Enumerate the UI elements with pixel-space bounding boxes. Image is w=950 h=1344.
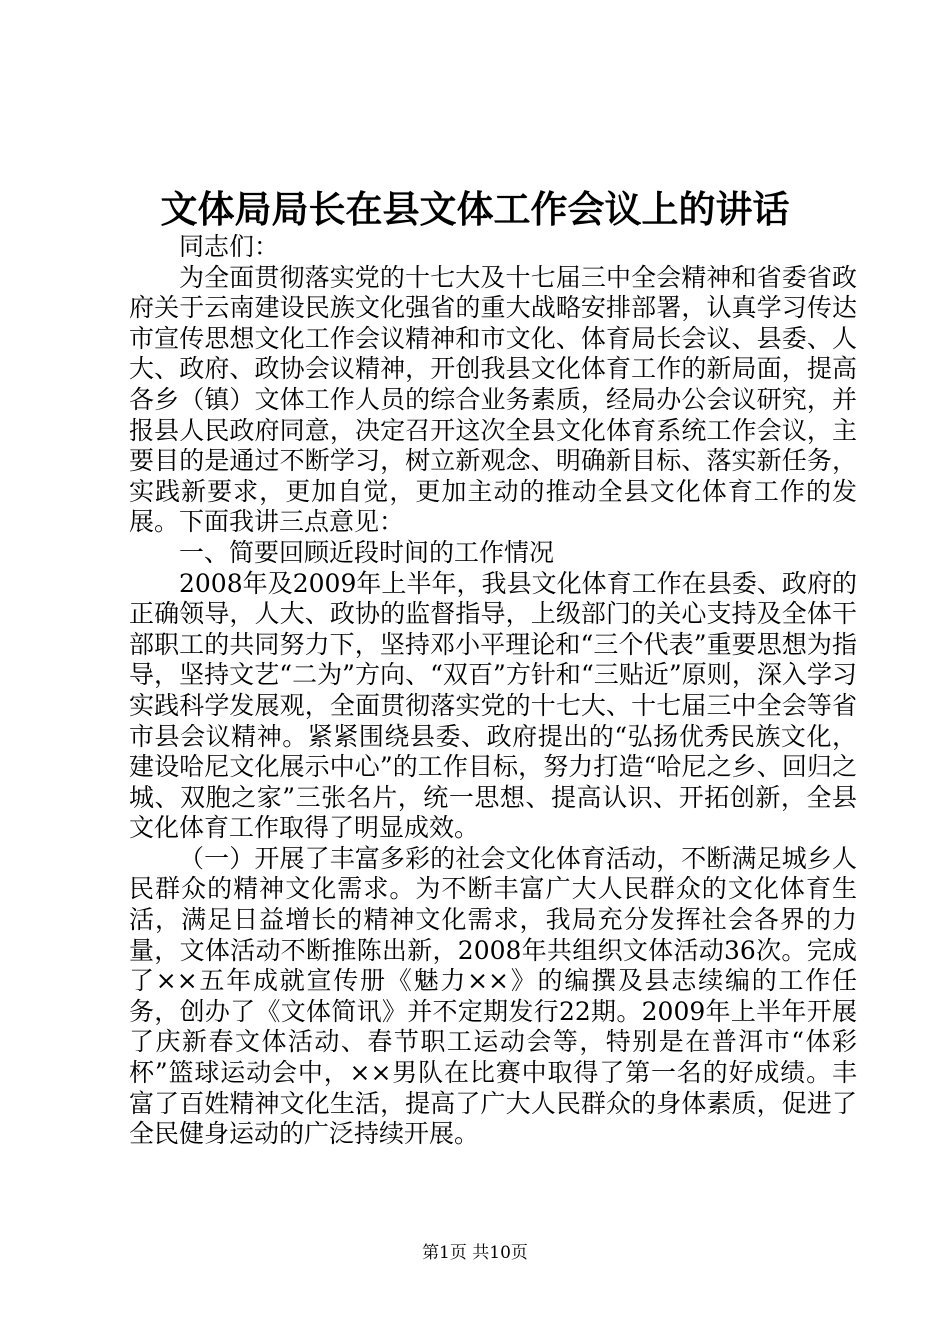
paragraph-activities: （一）开展了丰富多彩的社会文化体育活动，不断满足城乡人民群众的精神文化需求。为不断丰富广大人民群众的文化体育生活，满足日益增长的精神文化需求，我局充分发挥社会各界的力量，文体活动不断推陈出新，2008年共组织文体活动36次。完成了××五年成就宣传册《魅力××》的编撰及县志续编的工作任务，创办了《文体简讯》并不定期发行22期。2009年上半年开展了庆新春文体活动、春节职工运动会等，特别是在普洱市“体彩杯”篮球运动会中，××男队在比赛中取得了第一名的好成绩。丰富了百姓精神文化生活，提高了广大人民群众的身体素质，促进了全民健身运动的广泛持续开展。 (129, 843, 857, 1149)
salutation: 同志们： (179, 232, 280, 261)
page-number: 第1页 共10页 (422, 1243, 528, 1263)
section-heading: 一、简要回顾近段时间的工作情况 (179, 537, 555, 567)
document-title: 文体局局长在县文体工作会议上的讲话 (160, 187, 790, 231)
paragraph-intro: 为全面贯彻落实党的十七大及十七届三中全会精神和省委省政府关于云南建设民族文化强省的重大战略安排部署，认真学习传达市宣传思想文化工作会议精神和市文化、体育局长会议、县委、人大、政府、政协会议精神，开创我县文化体育工作的新局面，提高各乡（镇）文体工作人员的综合业务素质，经局办公会议研究，并报县人民政府同意，决定召开这次全县文化体育系统工作会议，主要目的是通过不断学习，树立新观念、明确新目标、落实新任务，实践新要求，更加自觉，更加主动的推动全县文化体育工作的发展。下面我讲三点意见： (129, 262, 857, 537)
paragraph-review: 2008年及2009年上半年，我县文化体育工作在县委、政府的正确领导，人大、政协的监督指导，上级部门的关心支持及全体干部职工的共同努力下，坚持邓小平理论和“三个代表”重要思想为指导，坚持文艺“二为”方向、“双百”方针和“三贴近”原则，深入学习实践科学发展观，全面贯彻落实党的十七大、十七届三中全会等省市县会议精神。紧紧围绕县委、政府提出的“弘扬优秀民族文化，建设哈尼文化展示中心”的工作目标，努力打造“哈尼之乡、回归之城、双胞之家”三张名片，统一思想、提高认识、开拓创新，全县文化体育工作取得了明显成效。 (129, 568, 857, 843)
document-body (129, 232, 857, 1150)
